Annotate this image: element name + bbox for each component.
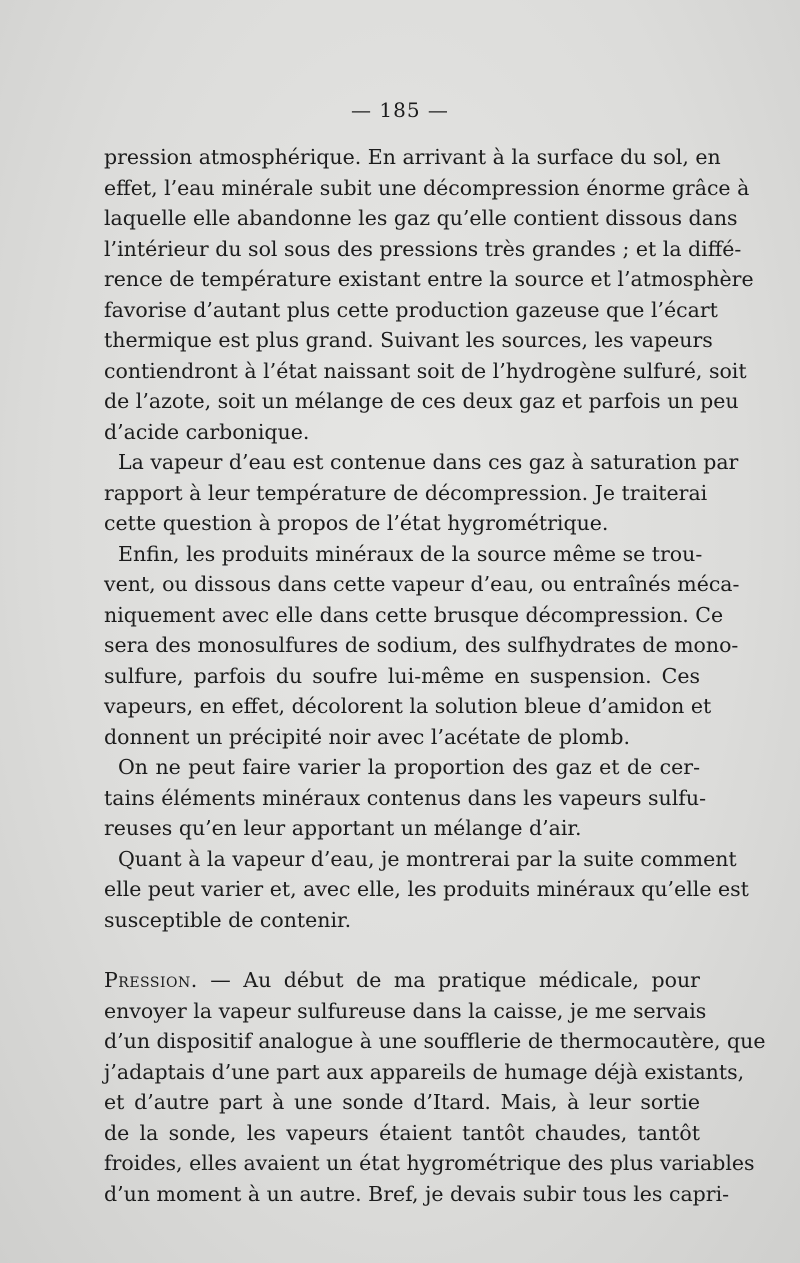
text-line: pression atmosphérique. En arrivant à la surface du sol, en — [104, 145, 721, 169]
text-line: et d’autre part à une sonde d’Itard. Mais, à leur sortie — [104, 1090, 700, 1114]
text-line: susceptible de contenir. — [104, 907, 352, 932]
section-gap — [104, 935, 700, 965]
section-heading: Pression. — [104, 968, 198, 992]
text-line: de l’azote, soit un mélange de ces deux gaz et parfois un peu — [104, 389, 739, 413]
text-line: d’un moment à un autre. Bref, je devais subir tous les capri- — [104, 1181, 730, 1206]
text-line: tains éléments minéraux contenus dans les vapeurs sulfu- — [104, 785, 706, 810]
text-line: rapport à leur température de décompression. Je traiterai — [104, 480, 708, 505]
paragraph-5 — [104, 844, 749, 936]
text-line — [104, 965, 700, 996]
section-pression — [104, 965, 766, 1209]
text-line: d’un dispositif analogue à une soufflerie de thermocautère, que — [104, 1029, 766, 1053]
text-line: vapeurs, en effet, décolorent la solution bleue d’amidon et — [104, 694, 712, 718]
text-line: donnent un précipité noir avec l’acétate de plomb. — [104, 724, 631, 749]
text-line: rence de température existant entre la source et l’atmosphère — [104, 267, 754, 291]
text-line: effet, l’eau minérale subit une décompression énorme grâce à — [104, 175, 750, 200]
text-line: favorise d’autant plus cette production gazeuse que l’écart — [104, 297, 718, 322]
text-line: La vapeur d’eau est contenue dans ces gaz à saturation par — [118, 450, 739, 474]
text-line: Quant à la vapeur d’eau, je montrerai par la suite comment — [118, 846, 737, 871]
paragraph-1 — [104, 142, 754, 447]
text-line: niquement avec elle dans cette brusque décompression. Ce — [104, 602, 724, 627]
text-line: sera des monosulfures de sodium, des sulfhydrates de mono- — [104, 633, 739, 657]
paragraph-3 — [104, 539, 740, 753]
text-line: thermique est plus grand. Suivant les sources, les vapeurs — [104, 328, 713, 352]
text-line: laquelle elle abandonne les gaz qu’elle contient dissous dans — [104, 206, 738, 230]
text-line: cette question à propos de l’état hygrométrique. — [104, 511, 609, 535]
page-number: — 185 — — [351, 98, 449, 122]
text-line: contiendront à l’état naissant soit de l’hydrogène sulfuré, soit — [104, 358, 747, 383]
paragraph-2 — [104, 447, 739, 539]
paragraph-4 — [104, 752, 706, 844]
text-line: vent, ou dissous dans cette vapeur d’eau, ou entraînés méca- — [104, 572, 740, 596]
text-line: elle peut varier et, avec elle, les produits minéraux qu’elle est — [104, 877, 749, 901]
text-line: On ne peut faire varier la proportion des gaz et de cer- — [118, 755, 700, 779]
text-line: d’acide carbonique. — [104, 419, 310, 444]
text-line: sulfure, parfois du soufre lui-même en suspension. Ces — [104, 663, 700, 688]
text-line: froides, elles avaient un état hygrométrique des plus variables — [104, 1151, 755, 1175]
text-line: envoyer la vapeur sulfureuse dans la caisse, je me servais — [104, 998, 707, 1023]
body-text — [104, 142, 766, 1209]
text-line: de la sonde, les vapeurs étaient tantôt chaudes, tantôt — [104, 1120, 700, 1145]
section-first-line: — Au début de ma pratique médicale, pour — [210, 968, 700, 992]
text-line: Enfin, les produits minéraux de la source même se trou- — [118, 541, 703, 566]
text-line: j’adaptais d’une part aux appareils de humage déjà existants, — [104, 1059, 745, 1084]
text-line: l’intérieur du sol sous des pressions très grandes ; et la diffé- — [104, 236, 742, 261]
text-line: reuses qu’en leur apportant un mélange d’air. — [104, 816, 582, 840]
